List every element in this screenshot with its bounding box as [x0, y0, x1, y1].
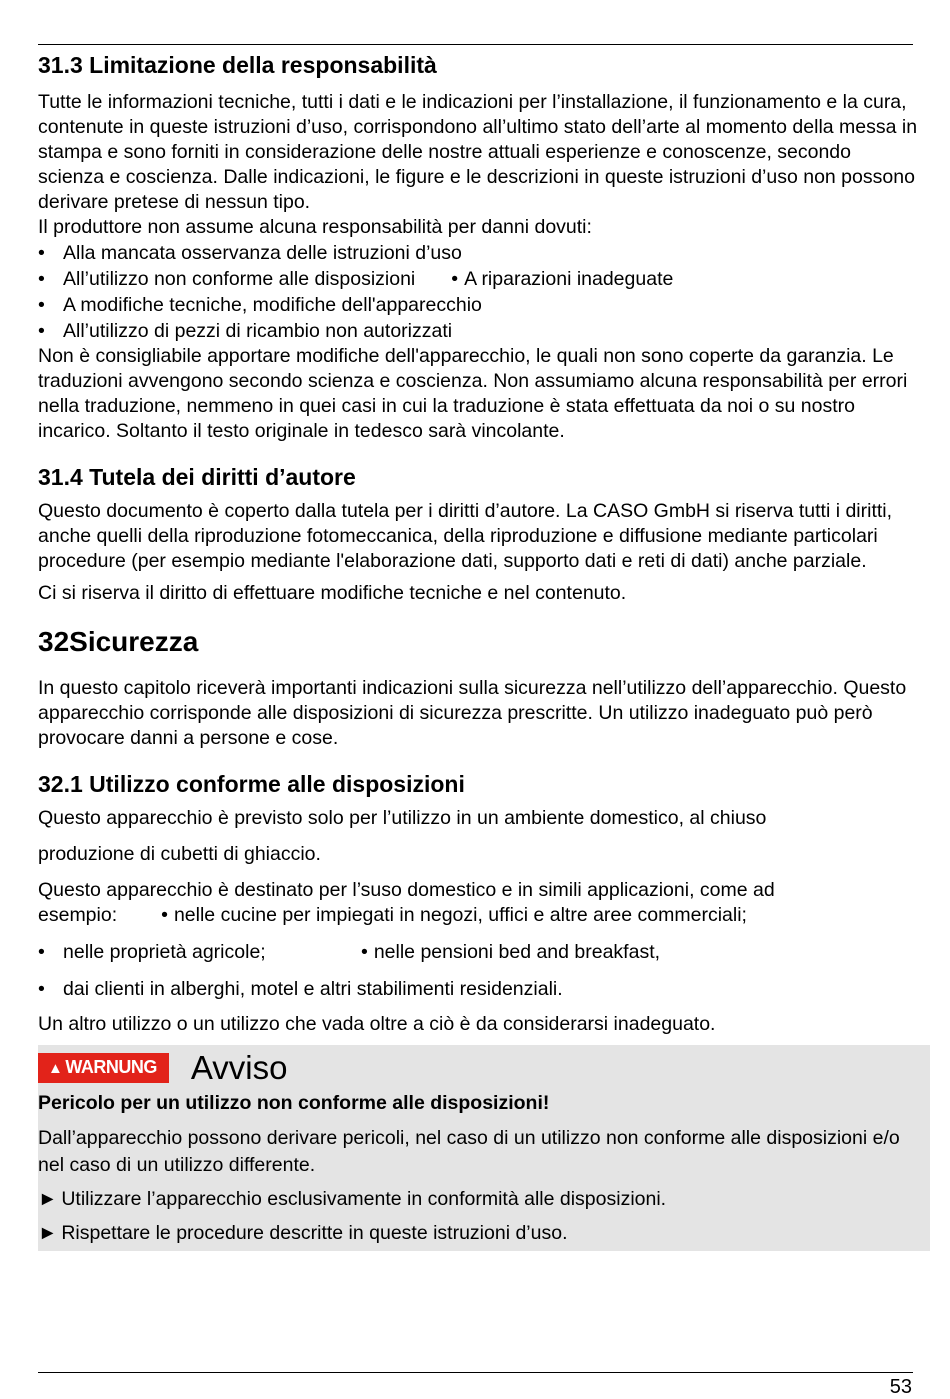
list-item: • nelle proprietà agricole; • nelle pensioni bed and breakfast,	[38, 941, 661, 963]
bullet-icon: •	[38, 242, 45, 264]
paragraph: Il produttore non assume alcuna responsabilità per danni dovuti:	[38, 216, 592, 238]
list-item: • Alla mancata osservanza delle istruzioni d’uso	[38, 242, 462, 264]
list-item: • A modifiche tecniche, modifiche dell'apparecchio	[38, 294, 482, 316]
warning-step: ► Utilizzare l’apparecchio esclusivamente in conformità alle disposizioni.	[38, 1186, 922, 1213]
bullet-icon: •	[38, 941, 45, 963]
warning-title-row	[38, 1049, 922, 1087]
bullet-icon: •	[361, 941, 368, 963]
section-31-4-heading: 31.4 Tutela dei diritti d’autore	[38, 464, 356, 490]
paragraph: Tutte le informazioni tecniche, tutti i dati e le indicazioni per l’installazione, il funzionamento e la cura, contenute in queste istruzioni d’uso, corrispondono all’ultimo stato dell’arte al momento della messa in stampa e sono forniti in considerazione delle nostre attuali esperienze e conoscenze, secondo scienza e coscienza. Dalle indicazioni, le figure e le descrizioni in queste istruzioni d’uso non possono derivare pretese di nessun tipo.	[38, 91, 918, 213]
warning-paragraph: Dall’apparecchio possono derivare pericoli, nel caso di un utilizzo non conforme alle disposizioni e/o nel caso di un utilizzo differente.	[38, 1127, 900, 1176]
list-item: • All’utilizzo non conforme alle disposizioni • A riparazioni inadeguate	[38, 268, 674, 290]
bullet-icon: •	[161, 904, 168, 926]
paragraph: Ci si riserva il diritto di effettuare modifiche tecniche e nel contenuto.	[38, 582, 627, 604]
bullet-icon: •	[451, 268, 459, 290]
page-number: 53	[889, 1376, 912, 1398]
warning-step: ► Rispettare le procedure descritte in queste istruzioni d’uso.	[38, 1220, 922, 1247]
list-item: esempio: • nelle cucine per impiegati in negozi, uffici e altre aree commerciali;	[38, 904, 747, 926]
warning-title: Avviso	[190, 1049, 288, 1086]
warning-box	[38, 1045, 930, 1251]
warning-triangle-icon: ▲	[48, 1060, 63, 1077]
warning-badge: ▲ WARNUNG	[38, 1053, 169, 1083]
chapter-32-heading: 32Sicurezza	[38, 626, 199, 657]
list-item: • All’utilizzo di pezzi di ricambio non autorizzati	[38, 320, 453, 342]
arrow-right-icon: ►	[38, 1222, 58, 1244]
bullet-icon: •	[38, 268, 45, 290]
paragraph: Non è consigliabile apportare modifiche dell'apparecchio, le quali non sono coperte da garanzia. Le traduzioni avvengono secondo scienza e coscienza. Non assumiamo alcuna responsabilità per errori nella traduzione, nemmeno in quei casi in cui la traduzione è stata effettuata da noi o su nostro incarico. Soltanto il testo originale in tedesco sarà vincolante.	[38, 345, 908, 442]
paragraph: Questo apparecchio è previsto solo per l’utilizzo in un ambiente domestico, al chiuso	[38, 807, 767, 829]
bullet-icon: •	[38, 978, 45, 1000]
paragraph: In questo capitolo riceverà importanti indicazioni sulla sicurezza nell’utilizzo dell’apparecchio. Questo apparecchio corrisponde alle disposizioni di sicurezza prescritte. Un utilizzo inadeguato può però provocare danni a persone e cose.	[38, 677, 907, 749]
warning-subtitle: Pericolo per un utilizzo non conforme alle disposizioni!	[38, 1092, 550, 1114]
list-item: • dai clienti in alberghi, motel e altri stabilimenti residenziali.	[38, 978, 563, 1000]
page-content	[38, 50, 918, 1251]
header-rule	[38, 44, 913, 45]
paragraph: Questo apparecchio è destinato per l’suso domestico e in simili applicazioni, come ad	[38, 879, 775, 901]
bullet-icon: •	[38, 294, 45, 316]
arrow-right-icon: ►	[38, 1188, 58, 1210]
paragraph: Un altro utilizzo o un utilizzo che vada oltre a ciò è da considerarsi inadeguato.	[38, 1013, 716, 1035]
paragraph: produzione di cubetti di ghiaccio.	[38, 843, 321, 865]
section-31-3-heading: 31.3 Limitazione della responsabilità	[38, 52, 437, 78]
bullet-icon: •	[38, 320, 45, 342]
paragraph: Questo documento è coperto dalla tutela per i diritti d’autore. La CASO GmbH si riserva tutti i diritti, anche quelli della riproduzione fotomeccanica, della riproduzione e diffusione mediante particolari procedure (per esempio mediante l'elaborazione dati, supporto dati e reti di dati) anche parziale.	[38, 500, 893, 572]
footer-rule	[38, 1372, 913, 1373]
section-32-1-heading: 32.1 Utilizzo conforme alle disposizioni	[38, 771, 465, 797]
